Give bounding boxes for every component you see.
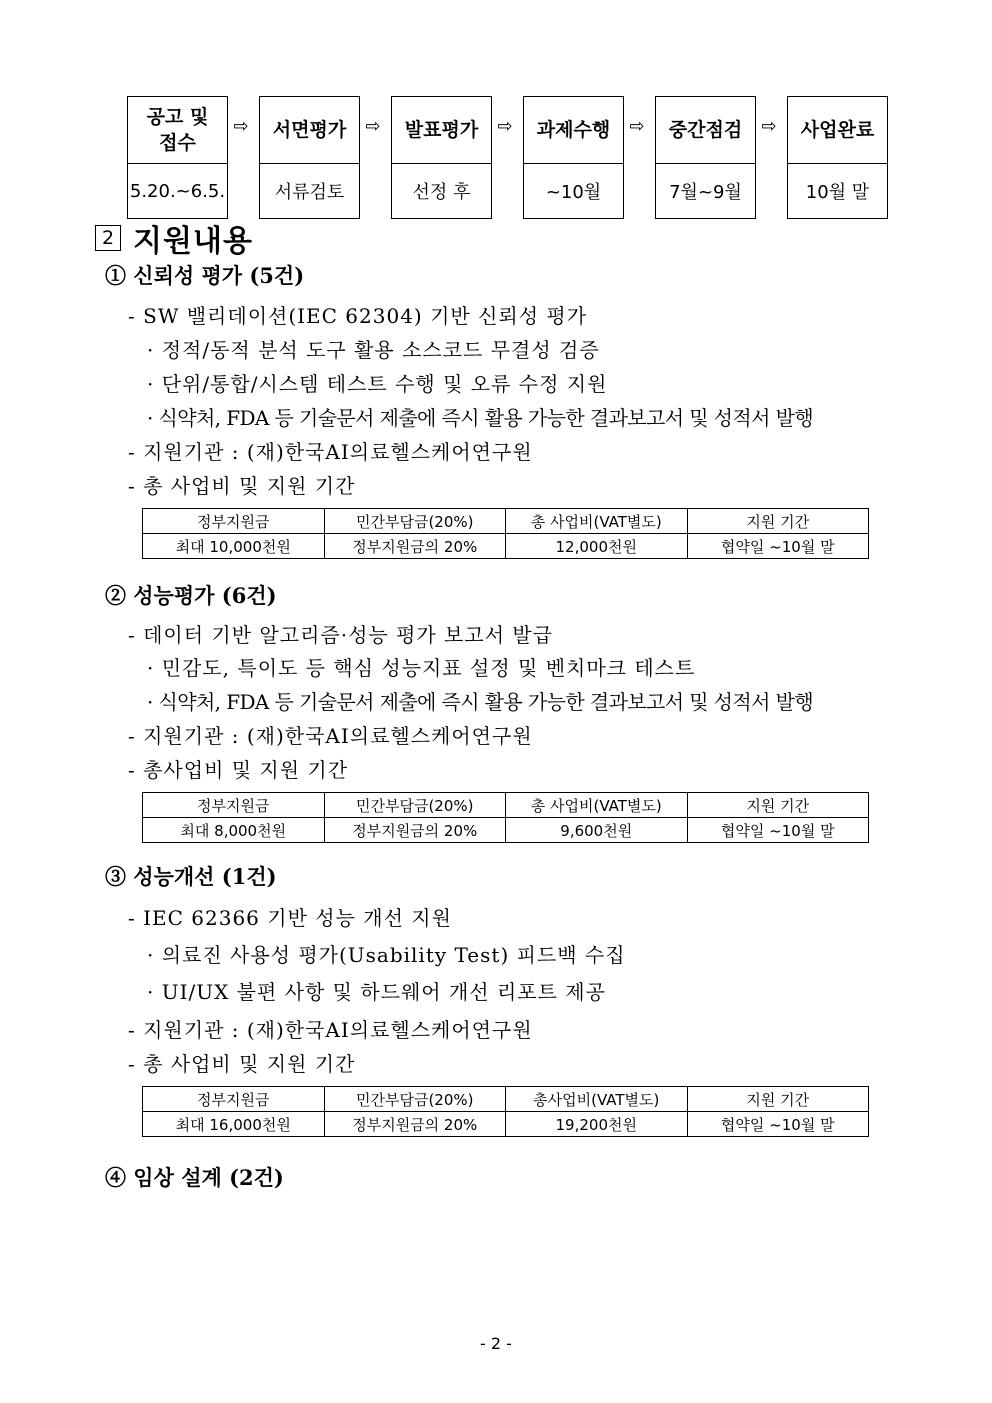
bullet-item: · 의료진 사용성 평가(Usability Test) 피드백 수집 [147,943,626,967]
list-item: - SW 밸리데이션(IEC 62304) 기반 신뢰성 평가 [128,304,588,328]
table-cell: 최대 10,000천원 [143,534,325,559]
list-item: - 총사업비 및 지원 기간 [128,758,349,782]
bullet-item: · 식약처, FDA 등 기술문서 제출에 즉시 활용 가능한 결과보고서 및 성적서 발행 [147,690,814,714]
flow-step-date: 7월~9월 [669,182,742,203]
table-header-cell: 총사업비(VAT별도) [506,1087,688,1112]
page-number: - 2 - [480,1334,512,1353]
flow-step-title: 발표평가 [392,97,491,164]
bullet-item: · 단위/통합/시스템 테스트 수행 및 오류 수정 지원 [147,372,608,396]
table-cell: 협약일 ~10월 말 [687,1112,869,1137]
list-item: - IEC 62366 기반 성능 개선 지원 [128,906,452,930]
flow-step-document-review [259,96,360,219]
table-row [143,1112,869,1137]
table-header-cell: 총 사업비(VAT별도) [506,793,688,818]
table-header-cell: 정부지원금 [143,509,325,534]
flow-step-date: 선정 후 [412,182,471,203]
flow-step-title: 서면평가 [260,97,359,164]
subsection-heading-performance: ② 성능평가 (6건) [105,583,277,608]
bullet-item: · 식약처, FDA 등 기술문서 제출에 즉시 활용 가능한 결과보고서 및 성적서 발행 [147,406,814,430]
flow-step-midterm [655,96,756,219]
bullet-item: · UI/UX 불편 사항 및 하드웨어 개선 리포트 제공 [147,980,606,1004]
flow-step-announcement [127,96,228,219]
table-row [143,534,869,559]
table-header-cell: 민간부담금(20%) [324,1087,506,1112]
table-header-row [143,793,869,818]
arrow-right-icon: ⇨ [497,116,513,137]
bullet-item: · 민감도, 특이도 등 핵심 성능지표 설정 및 벤치마크 테스트 [147,656,696,680]
flow-step-completion [787,96,888,219]
flow-step-date: 10월 말 [805,182,870,203]
table-cell: 협약일 ~10월 말 [687,534,869,559]
table-header-cell: 정부지원금 [143,793,325,818]
table-header-cell: 지원 기간 [687,1087,869,1112]
table-header-row [143,1087,869,1112]
table-header-cell: 지원 기간 [687,509,869,534]
flow-step-title: 사업완료 [788,97,887,164]
flow-step-title: 과제수행 [524,97,623,164]
table-header-cell: 민간부담금(20%) [324,509,506,534]
subsection-heading-clinical: ④ 임상 설계 (2건) [105,1165,284,1190]
section-heading [95,216,253,260]
budget-table [142,1086,869,1137]
list-item: - 데이터 기반 알고리즘·성능 평가 보고서 발급 [128,623,554,647]
table-row [143,818,869,843]
table-cell: 12,000천원 [506,534,688,559]
table-cell: 정부지원금의 20% [324,534,506,559]
list-item: - 총 사업비 및 지원 기간 [128,1052,356,1076]
table-header-cell: 정부지원금 [143,1087,325,1112]
budget-table [142,792,869,843]
flow-step-date: ~10월 [545,182,602,203]
table-cell: 19,200천원 [506,1112,688,1137]
table-header-cell: 지원 기간 [687,793,869,818]
table-cell: 최대 16,000천원 [143,1112,325,1137]
flow-step-title-text: 공고 및 접수 [146,106,209,154]
table-cell: 정부지원금의 20% [324,818,506,843]
subsection-heading-reliability: ① 신뢰성 평가 (5건) [105,263,305,288]
subsection-heading-improvement: ③ 성능개선 (1건) [105,864,277,889]
flow-step-execution [523,96,624,219]
section-title: 지원내용 [133,224,253,259]
budget-table [142,508,869,559]
table-cell: 협약일 ~10월 말 [687,818,869,843]
section-number: 2 [95,225,121,251]
list-item: - 총 사업비 및 지원 기간 [128,474,356,498]
flow-step-presentation [391,96,492,219]
table-header-cell: 총 사업비(VAT별도) [506,509,688,534]
table-cell: 최대 8,000천원 [143,818,325,843]
table-header-cell: 민간부담금(20%) [324,793,506,818]
list-item: - 지원기관 : (재)한국AI의료헬스케어연구원 [128,1018,533,1042]
arrow-right-icon: ⇨ [761,116,777,137]
arrow-right-icon: ⇨ [365,116,381,137]
flow-step-title: 중간점검 [656,97,755,164]
flow-step-date: 서류검토 [274,182,345,203]
table-cell: 9,600천원 [506,818,688,843]
bullet-item: · 정적/동적 분석 도구 활용 소스코드 무결성 검증 [147,338,600,362]
table-cell: 정부지원금의 20% [324,1112,506,1137]
flow-step-date: 5.20.~6.5. [129,180,226,202]
list-item: - 지원기관 : (재)한국AI의료헬스케어연구원 [128,724,533,748]
flow-step-title [128,97,227,164]
list-item: - 지원기관 : (재)한국AI의료헬스케어연구원 [128,440,533,464]
arrow-right-icon: ⇨ [233,116,249,137]
table-header-row [143,509,869,534]
arrow-right-icon: ⇨ [629,116,645,137]
